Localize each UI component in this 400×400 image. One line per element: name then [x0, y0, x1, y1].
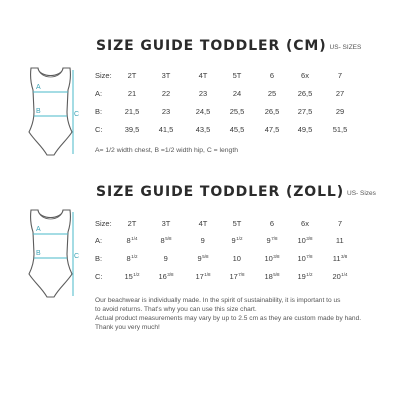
size-guide-cm-subtitle: US- SIZES	[329, 44, 362, 51]
header-cell: 6x	[301, 71, 309, 80]
table-cell: 21,5	[124, 107, 140, 116]
value-whole: 9	[197, 254, 202, 263]
value-fraction: 7/8	[306, 254, 313, 259]
table-row	[95, 125, 355, 137]
row-label: B:	[95, 254, 103, 263]
table-cell: 23	[198, 89, 208, 98]
table-cell	[336, 236, 344, 245]
table-cell	[297, 236, 312, 245]
header-cell: 6x	[301, 219, 309, 228]
table-header-row	[95, 71, 355, 83]
measurement-legend-note: A= 1/2 width chest, B =1/2 width hip, C = length	[95, 147, 239, 154]
table-cell: 45,5	[229, 125, 245, 134]
diagram-label-c: C	[74, 111, 80, 118]
header-cell: 7	[337, 219, 343, 228]
value-fraction: 5/8	[165, 236, 172, 241]
table-cell	[332, 272, 347, 281]
value-fraction: 1/2	[306, 272, 313, 277]
table-cell: 23	[161, 107, 171, 116]
info-text	[95, 296, 395, 332]
table-cell: 47,5	[264, 125, 280, 134]
table-cell	[264, 272, 279, 281]
header-cell: Size:	[95, 71, 112, 80]
header-cell: 7	[337, 71, 343, 80]
table-cell: 24,5	[195, 107, 211, 116]
value-whole: 9	[231, 236, 236, 245]
header-cell: 6	[269, 71, 275, 80]
value-fraction: 5/8	[202, 254, 209, 259]
row-label: C:	[95, 272, 103, 281]
header-cell: Size:	[95, 219, 112, 228]
table-cell	[232, 236, 243, 245]
value-whole: 10	[232, 254, 241, 263]
value-whole: 8	[160, 236, 165, 245]
row-label: C:	[95, 125, 103, 134]
size-guide-cm-title-text: SIZE GUIDE TODDLER (CM)	[96, 38, 327, 54]
table-cell	[195, 272, 210, 281]
size-table-zoll	[95, 219, 355, 297]
row-label: B:	[95, 107, 103, 116]
value-whole: 8	[126, 254, 131, 263]
table-cell: 25	[267, 89, 277, 98]
table-cell: 27	[335, 89, 345, 98]
value-fraction: 7/8	[271, 236, 278, 241]
header-cell: 5T	[232, 71, 242, 80]
table-cell	[297, 272, 312, 281]
header-cell: 4T	[198, 219, 208, 228]
table-cell	[161, 236, 172, 245]
value-fraction: 3/8	[273, 254, 280, 259]
table-cell: 49,5	[297, 125, 313, 134]
table-cell: 22	[161, 89, 171, 98]
table-row	[95, 236, 355, 248]
value-whole: 17	[229, 272, 238, 281]
table-row	[95, 254, 355, 266]
value-whole: 9	[200, 236, 205, 245]
table-cell: 27,5	[297, 107, 313, 116]
table-cell: 26,5	[297, 89, 313, 98]
table-cell: 26,5	[264, 107, 280, 116]
value-whole: 10	[264, 254, 273, 263]
table-cell	[127, 254, 138, 263]
swimsuit-diagram-zoll	[22, 208, 82, 306]
diagram-label-a: A	[36, 226, 41, 233]
size-guide-cm-title	[96, 38, 361, 54]
value-whole: 11	[332, 254, 341, 263]
value-fraction: 1/2	[236, 236, 243, 241]
table-cell: 43,5	[195, 125, 211, 134]
table-cell	[127, 236, 138, 245]
table-cell	[229, 272, 244, 281]
table-cell	[233, 254, 242, 263]
value-whole: 16	[158, 272, 167, 281]
table-cell	[158, 272, 173, 281]
value-whole: 11	[335, 236, 344, 245]
info-line: to avoid returns. That's why you can use this size chart.	[95, 306, 257, 313]
value-whole: 9	[266, 236, 271, 245]
table-cell: 25,5	[229, 107, 245, 116]
value-fraction: 1/4	[341, 272, 348, 277]
size-guide-zoll-title	[96, 184, 376, 200]
value-whole: 20	[332, 272, 341, 281]
diagram-label-a: A	[36, 84, 41, 91]
header-cell: 3T	[161, 219, 171, 228]
diagram-label-c: C	[74, 253, 80, 260]
table-cell	[333, 254, 348, 263]
value-whole: 10	[297, 236, 306, 245]
value-fraction: 3/8	[341, 254, 348, 259]
value-whole: 17	[195, 272, 204, 281]
table-cell	[267, 236, 278, 245]
value-whole: 8	[126, 236, 131, 245]
value-fraction: 7/8	[238, 272, 245, 277]
value-whole: 10	[297, 254, 306, 263]
value-fraction: 1/8	[204, 272, 211, 277]
size-table-cm	[95, 71, 355, 149]
table-cell	[124, 272, 139, 281]
value-fraction: 5/8	[273, 272, 280, 277]
value-whole: 19	[297, 272, 306, 281]
value-whole: 15	[124, 272, 133, 281]
size-guide-zoll-subtitle: US- Sizes	[347, 190, 376, 197]
table-cell: 51,5	[332, 125, 348, 134]
table-cell	[198, 254, 209, 263]
header-cell: 2T	[127, 219, 137, 228]
table-header-row	[95, 219, 355, 231]
table-cell: 29	[335, 107, 345, 116]
table-cell	[164, 254, 169, 263]
info-line: Actual product measurements may vary by up to 2.5 cm as they are custom made by hand.	[95, 315, 362, 322]
value-fraction: 1/2	[131, 254, 138, 259]
diagram-label-b: B	[36, 108, 41, 115]
header-cell: 4T	[198, 71, 208, 80]
table-cell: 21	[127, 89, 137, 98]
table-row	[95, 89, 355, 101]
table-cell	[264, 254, 279, 263]
header-cell: 3T	[161, 71, 171, 80]
value-fraction: 3/8	[306, 236, 313, 241]
row-label: A:	[95, 89, 103, 98]
table-cell	[201, 236, 206, 245]
value-fraction: 1/4	[131, 236, 138, 241]
header-cell: 2T	[127, 71, 137, 80]
table-row	[95, 107, 355, 119]
header-cell: 6	[269, 219, 275, 228]
value-whole: 18	[264, 272, 273, 281]
value-fraction: 1/2	[133, 272, 140, 277]
table-cell: 24	[232, 89, 242, 98]
table-cell: 41,5	[158, 125, 174, 134]
size-guide-zoll-title-text: SIZE GUIDE TODDLER (ZOLL)	[96, 184, 345, 200]
table-cell: 39,5	[124, 125, 140, 134]
table-cell	[297, 254, 312, 263]
row-label: A:	[95, 236, 103, 245]
diagram-label-b: B	[36, 250, 41, 257]
table-row	[95, 272, 355, 284]
value-fraction: 3/8	[167, 272, 174, 277]
header-cell: 5T	[232, 219, 242, 228]
info-line: Our beachwear is individually made. In the spirit of sustainability, it is important to us	[95, 297, 341, 304]
info-line: Thank you very much!	[95, 324, 160, 331]
value-whole: 9	[163, 254, 168, 263]
swimsuit-diagram-cm	[22, 66, 82, 164]
